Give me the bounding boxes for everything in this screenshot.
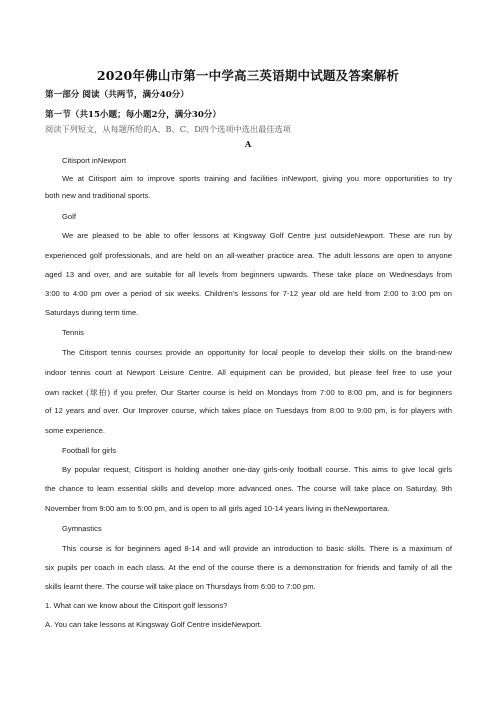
section-title-golf: Golf xyxy=(62,212,76,221)
passage-line: indoor tennis court at Newport Leisure Centre. All equipment can be provided, but please feel free to use your xyxy=(45,368,452,377)
section-title-gymnastics: Gymnastics xyxy=(62,524,102,533)
passage-line: 3:00 to 4:00 pm over a period of six weeks. Children’s lessons for 7-12 year old are held from 2:00 to 3:00 pm on xyxy=(45,289,452,298)
passage-line: Saturdays during term time. xyxy=(45,308,139,317)
passage-line: some experience. xyxy=(45,426,105,435)
passage-line: November from 9:00 am to 5:00 pm, and is open to all girls aged 10-14 years living in theNewportarea. xyxy=(45,504,390,513)
part-heading: 第一部分 阅读（共两节，满分40分） xyxy=(45,90,189,100)
section-heading: 第一节（共15小题；每小题2分，满分30分） xyxy=(45,110,221,120)
document-title: 2020年佛山市第一中学高三英语期中试题及答案解析 xyxy=(96,68,400,83)
instructions: 阅读下列短文，从每题所给的A、B、C、D四个选项中选出最佳选项 xyxy=(45,124,291,134)
passage-line: experienced golf professionals, and are held on an all-weather practice area. The adult lessons are open to anyone xyxy=(45,251,452,260)
section-title-tennis: Tennis xyxy=(62,328,84,337)
passage-line: the chance to learn essential skills and develop more advanced ones. The course will take place on Saturday, 9th xyxy=(45,484,452,493)
section-title-football: Football for girls xyxy=(62,446,117,455)
passage-line: six pupils per coach in each class. At the end of the course there is a demonstration for friends and family of all the xyxy=(45,563,452,572)
question-1-option-a: A. You can take lessons at Kingsway Golf Centre insideNewport. xyxy=(45,620,262,629)
question-1: 1. What can we know about the Citisport golf lessons? xyxy=(45,601,228,610)
passage-line: both new and traditional sports. xyxy=(45,191,151,200)
passage-line: The Citisport tennis courses provide an opportunity for local people to develop their skills on the brand-new xyxy=(62,348,452,357)
passage-title: Citisport inNewport xyxy=(62,156,127,165)
passage-line: aged 13 and over, and are suitable for all levels from beginners upwards. These take place on Wednesdays from xyxy=(45,270,452,279)
passage-line: We are pleased to be able to offer lessons at Kingsway Golf Centre just outsideNewport. These are run by xyxy=(62,231,452,240)
passage-line: We at Citisport aim to improve sports training and facilities inNewport, giving you more opportunities to try xyxy=(62,174,452,183)
passage-line: own racket (球拍) if you prefer. Our Starter course is held on Mondays from 7:00 to 8:00 pm, and is for beginners xyxy=(45,388,452,397)
passage-line: By popular request, Citisport is holding another one-day girls-only football course. This aims to give local girls xyxy=(62,465,452,474)
passage-letter: A xyxy=(244,139,252,149)
passage-line: skills learnt there. The course will take place on Thursdays from 6:00 to 7:00 pm. xyxy=(45,582,316,591)
passage-line: This course is for beginners aged 8-14 and will provide an introduction to basic skills. There is a maximum of xyxy=(62,544,452,553)
passage-line: of 12 years and over. Our Improver course, which takes place on Tuesdays from 8:00 to 9:00 pm, is for players with xyxy=(45,406,452,415)
